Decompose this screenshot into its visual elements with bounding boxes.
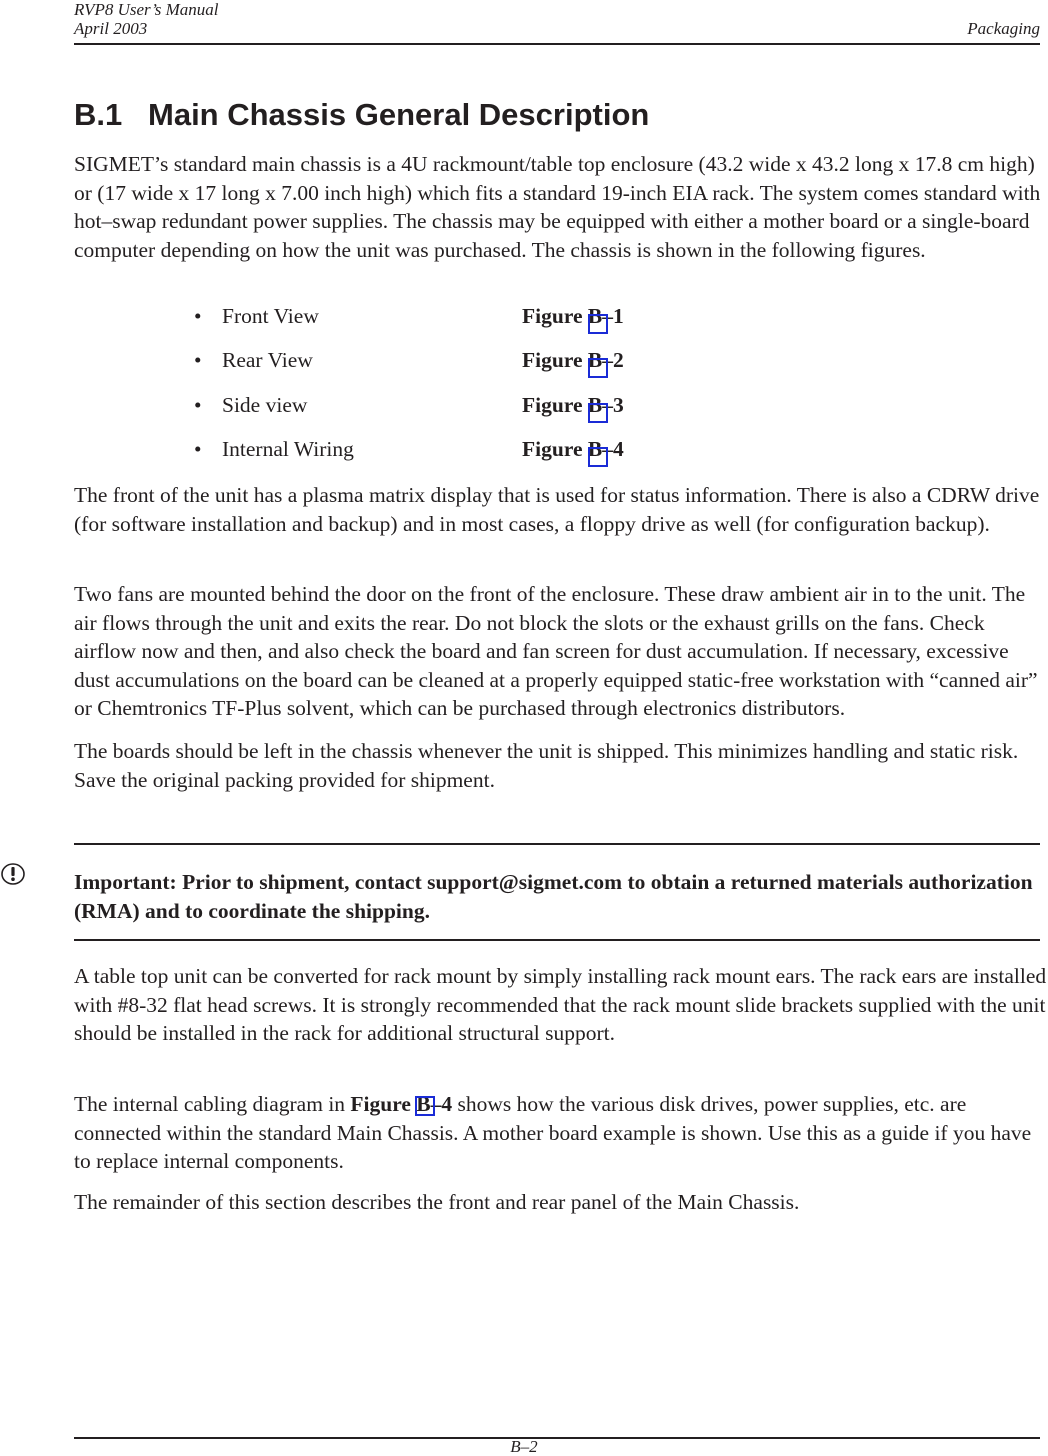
manual-title: RVP8 User’s Manual (74, 0, 219, 19)
front-panel-paragraph: The front of the unit has a plasma matrix display that is used for status information. There is also a CDRW drive (for software installation and backup) and in most cases, a floppy drive as well (for configuration backup). (74, 483, 1040, 536)
boards-paragraph: The boards should be left in the chassis whenever the unit is shipped. This minimizes handling and static risk. Save the original packing provided for shipment. (74, 739, 1019, 792)
remainder-paragraph: The remainder of this section describes the front and rear panel of the Main Chassis. (74, 1190, 800, 1214)
figure-reference[interactable]: Figure B–4 (522, 437, 624, 462)
cabling-text-after: shows how the various disk drives, power supplies, etc. are connected within the standard Main Chassis. A mother board example is shown. Use this as a guide if you have to replace internal components. (74, 1092, 1032, 1174)
section-heading (74, 96, 649, 134)
page-number: B–2 (510, 1437, 538, 1456)
link-annotation-box[interactable] (588, 447, 608, 467)
bullet: • (194, 437, 202, 462)
cabling-paragraph (74, 1090, 1048, 1176)
bullet: • (194, 392, 202, 417)
section-title: Main Chassis General Description (148, 97, 650, 132)
important-top-rule (74, 843, 1040, 845)
cabling-text-before: The internal cabling diagram in (74, 1092, 351, 1116)
bullet: • (194, 304, 202, 328)
bullet: • (194, 348, 202, 373)
inline-figure-reference-text[interactable]: Figure B–4 (350, 1092, 453, 1116)
chapter-name: Packaging (967, 19, 1040, 38)
important-note: Important: Prior to shipment, contact support@sigmet.com to obtain a returned materials authorization (RMA) and to coordinate the shipping. (74, 870, 1033, 923)
link-annotation-box[interactable] (588, 403, 608, 423)
figure-reference[interactable]: Figure B–2 (522, 348, 624, 373)
figure-label: Side view (222, 392, 308, 417)
rack-mount-paragraph: A table top unit can be converted for rack mount by simply installing rack mount ears. The rack ears are installed with #8-32 flat head screws. It is strongly recommended that the rack mount slide brackets supplied with the unit should be installed in the rack for additional structural support. (74, 964, 1047, 1046)
important-bottom-rule (74, 939, 1040, 941)
link-annotation-box[interactable] (588, 314, 608, 334)
link-annotation-box[interactable] (415, 1096, 435, 1116)
figure-label: Rear View (222, 348, 313, 373)
list-item (74, 391, 1048, 435)
running-header-left (74, 0, 219, 38)
figure-label: Internal Wiring (222, 437, 354, 462)
list-item (74, 302, 1048, 346)
header-rule (74, 43, 1040, 45)
list-item (74, 435, 1048, 479)
figure-label: Front View (222, 304, 319, 328)
section-number: B.1 (74, 97, 123, 132)
exclamation-icon (0, 860, 28, 888)
link-annotation-box[interactable] (588, 358, 608, 378)
intro-paragraph: SIGMET’s standard main chassis is a 4U rackmount/table top enclosure (43.2 wide x 43.2 long x 17.8 cm high) or (17 wide x 17 long x 7.00 inch high) which fits a standard 19-inch EIA rack. The system comes standard with hot–swap redundant power supplies. The chassis may be equipped with either a mother board or a single-board computer depending on how the unit was purchased. The chassis is shown in the following figures. (74, 152, 1041, 262)
publication-date: April 2003 (74, 19, 148, 38)
figure-list (74, 302, 1048, 480)
figure-reference[interactable]: Figure B–1 (522, 304, 624, 328)
list-item (74, 346, 1048, 390)
figure-reference[interactable]: Figure B–3 (522, 392, 624, 417)
fans-paragraph: Two fans are mounted behind the door on the front of the enclosure. These draw ambient air in to the unit. The air flows through the unit and exits the rear. Do not block the slots or the exhaust grills on the fans. Check airflow now and then, and also check the board and fan screen for dust accumulation. If necessary, excessive dust accumulations on the board can be cleaned at a properly equipped static-free workstation with “canned air” or Chemtronics TF-Plus solvent, which can be purchased through electronics distributors. (74, 582, 1038, 721)
inline-figure-reference[interactable] (350, 1092, 452, 1116)
